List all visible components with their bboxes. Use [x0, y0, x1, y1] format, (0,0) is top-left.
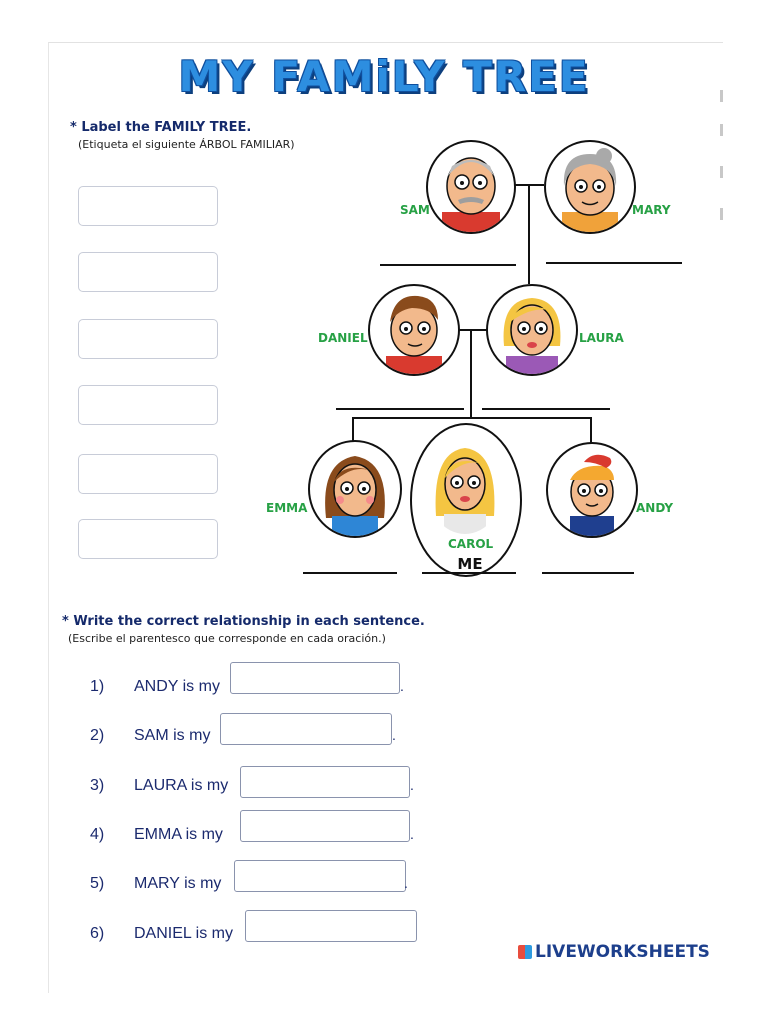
me-label: ME: [457, 555, 483, 573]
liveworksheets-logo-icon: [518, 945, 532, 959]
sentence-number: 3): [90, 777, 105, 794]
sentence-period: .: [410, 777, 414, 793]
me-highlight-oval: [410, 423, 522, 577]
label-instruction-spanish: (Etiqueta el siguiente ÁRBOL FAMILIAR): [78, 138, 295, 151]
sentence-text: LAURA is my: [134, 777, 229, 794]
sentence-number: 5): [90, 875, 105, 892]
sister-name: EMMA: [266, 501, 308, 515]
sentence-6: [90, 925, 233, 943]
sister-portrait: [308, 440, 402, 538]
me-name: CAROL: [448, 537, 494, 551]
tree-label-input[interactable]: [78, 385, 218, 425]
sentence-text: SAM is my: [134, 727, 211, 744]
tree-label-input[interactable]: [78, 454, 218, 494]
sentence-text: ANDY is my: [134, 678, 220, 695]
relationship-answer-input[interactable]: [245, 910, 417, 942]
tree-connector: [528, 184, 530, 284]
relationship-answer-input[interactable]: [220, 713, 392, 745]
tree-connector: [352, 417, 592, 419]
liveworksheets-logo-text: LIVEWORKSHEETS: [535, 942, 710, 962]
tree-label-input[interactable]: [78, 252, 218, 292]
sentence-period: .: [400, 678, 404, 694]
sentence-4: [90, 826, 223, 844]
sentence-1: [90, 678, 220, 696]
grandfather-name: SAM: [400, 203, 430, 217]
sentence-period: .: [392, 727, 396, 743]
sentence-3: [90, 777, 228, 795]
relationship-answer-input[interactable]: [240, 810, 410, 842]
tree-label-input[interactable]: [78, 519, 218, 559]
sentence-number: 6): [90, 925, 105, 942]
answer-line: [380, 264, 516, 266]
mother-portrait: [486, 284, 578, 376]
liveworksheets-logo[interactable]: [518, 942, 710, 962]
sentence-period: .: [404, 875, 408, 891]
brother-name: ANDY: [636, 501, 674, 515]
page-title: MY FAMiLY TREE: [178, 52, 590, 101]
father-portrait: [368, 284, 460, 376]
tree-connector: [590, 417, 592, 445]
relationship-answer-input[interactable]: [234, 860, 406, 892]
sentence-2: [90, 727, 210, 745]
sentence-text: EMMA is my: [134, 826, 223, 843]
tree-connector: [456, 329, 488, 331]
page-edge-mark: [720, 166, 723, 178]
sentence-text: MARY is my: [134, 875, 222, 892]
answer-line: [546, 262, 682, 264]
mother-name: LAURA: [579, 331, 624, 345]
grandmother-name: MARY: [632, 203, 671, 217]
answer-line: [482, 408, 610, 410]
sentence-number: 1): [90, 678, 105, 695]
sentence-period: .: [410, 826, 414, 842]
relationship-answer-input[interactable]: [230, 662, 400, 694]
page-edge-mark: [720, 208, 723, 220]
sentence-5: [90, 875, 221, 893]
label-instruction: * Label the FAMILY TREE.: [70, 120, 252, 135]
grandmother-portrait: [544, 140, 636, 234]
answer-line: [542, 572, 634, 574]
father-name: DANIEL: [318, 331, 368, 345]
tree-label-input[interactable]: [78, 319, 218, 359]
sentence-number: 2): [90, 727, 105, 744]
sentence-text: DANIEL is my: [134, 925, 233, 942]
tree-label-input[interactable]: [78, 186, 218, 226]
answer-line: [303, 572, 397, 574]
relationship-instruction: * Write the correct relationship in each sentence.: [62, 614, 425, 629]
page-edge-mark: [720, 124, 723, 136]
grandfather-portrait: [426, 140, 516, 234]
tree-connector: [470, 329, 472, 419]
relationship-answer-input[interactable]: [240, 766, 410, 798]
answer-line: [336, 408, 464, 410]
sentence-number: 4): [90, 826, 105, 843]
brother-portrait: [546, 442, 638, 538]
relationship-instruction-spanish: (Escribe el parentesco que corresponde en cada oración.): [68, 632, 386, 645]
